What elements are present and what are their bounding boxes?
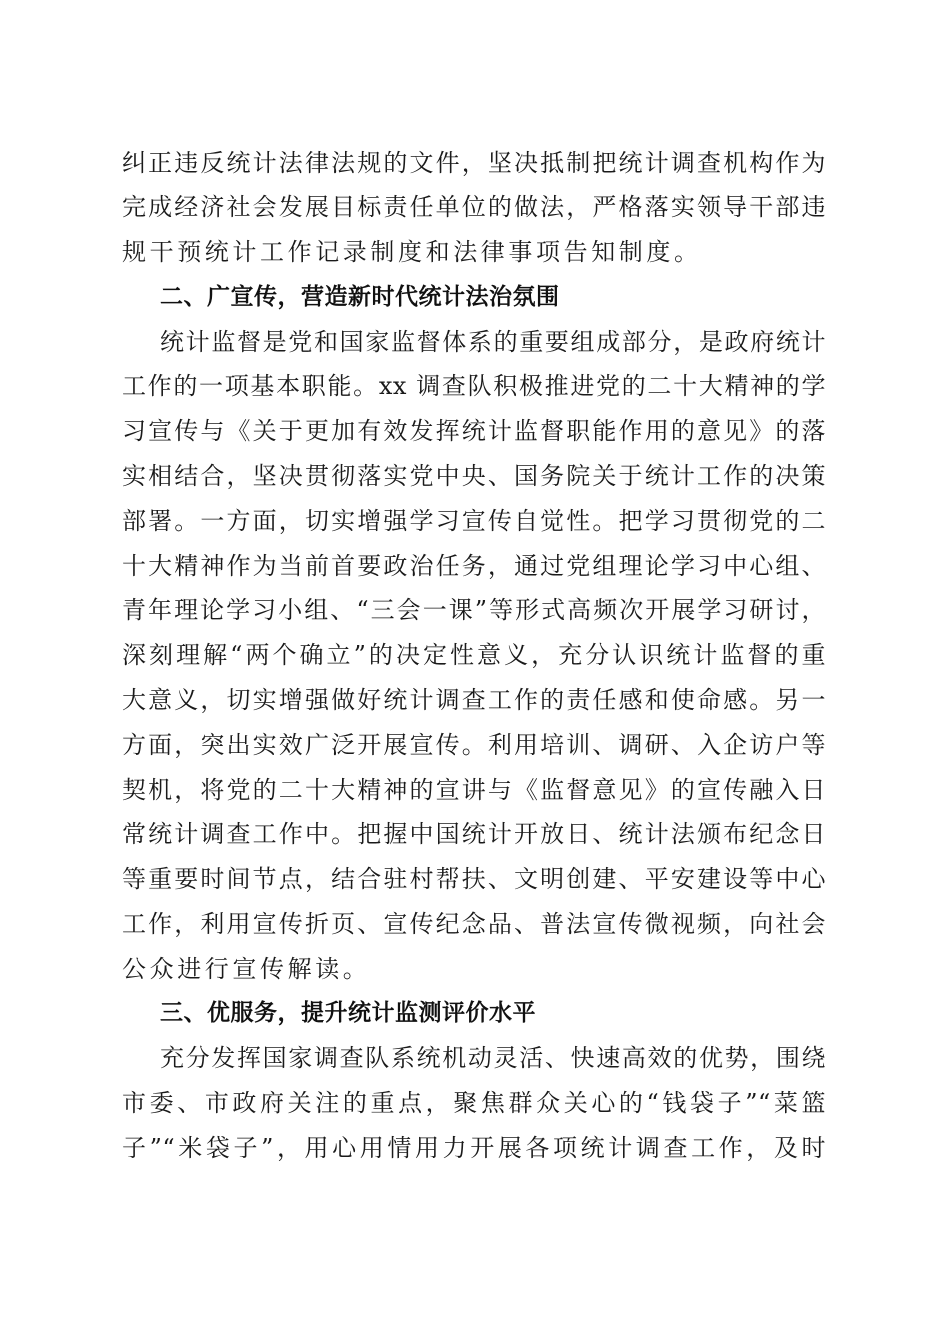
paragraph-line: 常统计调查工作中。把握中国统计开放日、统计法颁布纪念日 — [122, 820, 826, 848]
paragraph-line: 深刻理解“两个确立”的决定性意义，充分认识统计监督的重 — [122, 641, 826, 669]
paragraph-line: 契机，将党的二十大精神的宣讲与《监督意见》的宣传融入日 — [122, 776, 826, 804]
paragraph-line: 工作的一项基本职能。xx 调查队积极推进党的二十大精神的学 — [122, 372, 826, 400]
paragraph-line: 充分发挥国家调查队系统机动灵活、快速高效的优势，围绕 — [160, 1044, 826, 1072]
section-heading-3: 三、优服务，提升统计监测评价水平 — [160, 1000, 536, 1026]
paragraph-line: 规干预统计工作记录制度和法律事项告知制度。 — [122, 238, 702, 266]
paragraph-line: 工作，利用宣传折页、宣传纪念品、普法宣传微视频，向社会 — [122, 910, 826, 938]
paragraph-line: 子”“米袋子”，用心用情用力开展各项统计调查工作，及时 — [122, 1134, 826, 1162]
paragraph-line: 等重要时间节点，结合驻村帮扶、文明创建、平安建设等中心 — [122, 865, 826, 893]
paragraph-line: 习宣传与《关于更加有效发挥统计监督职能作用的意见》的落 — [122, 417, 826, 445]
paragraph-line: 纠正违反统计法律法规的文件，坚决抵制把统计调查机构作为 — [122, 149, 826, 177]
paragraph-line: 公众进行宣传解读。 — [122, 955, 371, 983]
paragraph-line: 统计监督是党和国家监督体系的重要组成部分，是政府统计 — [160, 328, 826, 356]
paragraph-line: 实相结合，坚决贯彻落实党中央、国务院关于统计工作的决策 — [122, 462, 826, 490]
paragraph-line: 青年理论学习小组、“三会一课”等形式高频次开展学习研讨， — [122, 596, 826, 624]
paragraph-line: 完成经济社会发展目标责任单位的做法，严格落实领导干部违 — [122, 193, 826, 221]
paragraph-line: 十大精神作为当前首要政治任务，通过党组理论学习中心组、 — [122, 552, 826, 580]
paragraph-line: 大意义，切实增强做好统计调查工作的责任感和使命感。另一 — [122, 686, 826, 714]
paragraph-line: 市委、市政府关注的重点，聚焦群众关心的“钱袋子”“菜篮 — [122, 1089, 826, 1117]
paragraph-line: 部署。一方面，切实增强学习宣传自觉性。把学习贯彻党的二 — [122, 507, 826, 535]
paragraph-line: 方面，突出实效广泛开展宣传。利用培训、调研、入企访户等 — [122, 731, 826, 759]
section-heading-2: 二、广宣传，营造新时代统计法治氛围 — [160, 284, 560, 310]
